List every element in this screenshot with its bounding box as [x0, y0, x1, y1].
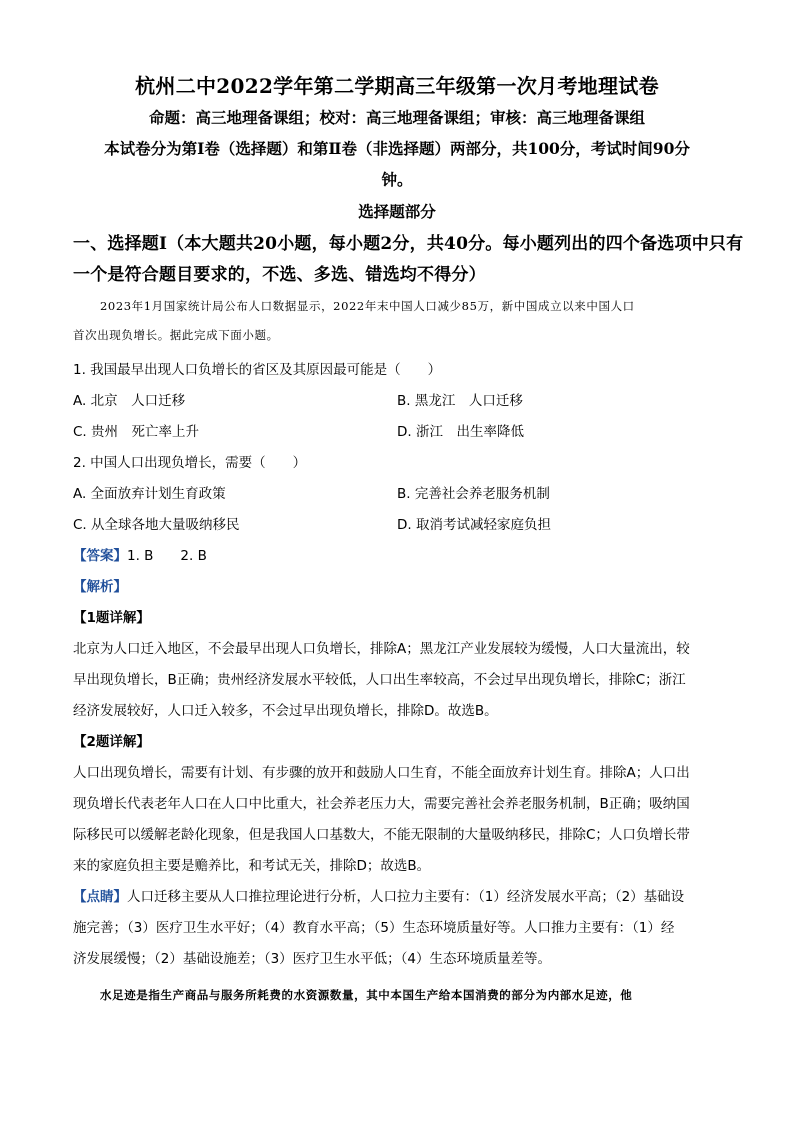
answer-line — [73, 547, 721, 565]
detail-2-line-4: 来的家庭负担主要是赡养比，和考试无关，排除D；故选B。 — [73, 858, 431, 874]
section-heading-line-1: 一、选择题Ⅰ（本大题共20小题，每小题2分，共40分。每小题列出的四个备选项中只有 — [73, 234, 744, 254]
question-2-option-d: D. 取消考试减轻家庭负担 — [397, 517, 551, 533]
question-1-stem: 1. 我国最早出现人口负增长的省区及其原因最可能是（ ） — [73, 362, 442, 378]
question-1-option-b: B. 黑龙江 人口迁移 — [397, 393, 523, 409]
section-heading-line-2: 一个是符合题目要求的，不选、多选、错选均不得分） — [73, 265, 486, 285]
answer-label: 【答案】 — [73, 548, 127, 564]
question-2-stem: 2. 中国人口出现负增长，需要（ ） — [73, 455, 307, 471]
note-line-3: 济发展缓慢；（2）基础设施差；（3）医疗卫生水平低；（4）生态环境质量差等。 — [73, 951, 552, 967]
detail-2-line-1: 人口出现负增长，需要有计划、有步骤的放开和鼓励人口生育，不能全面放弃计划生育。排除A；人口出 — [73, 765, 690, 781]
question-1-option-a: A. 北京 人口迁移 — [73, 393, 186, 409]
note-line-1 — [73, 888, 721, 906]
note-line-2: 施完善；（3）医疗卫生水平好；（4）教育水平高；（5）生态环境质量好等。人口推力主要有：（1）经 — [73, 920, 675, 936]
question-1-option-c: C. 贵州 死亡率上升 — [73, 424, 200, 440]
detail-2-label: 【2题详解】 — [73, 734, 150, 750]
note-label: 【点睛】 — [73, 889, 127, 905]
instructions-line-1: 本试卷分为第Ⅰ卷（选择题）和第Ⅱ卷（非选择题）两部分，共100分，考试时间90分 — [104, 139, 690, 158]
detail-1-line-2: 早出现负增长，B正确；贵州经济发展水平较低，人口出生率较高，不会过早出现负增长，排除C；浙江 — [73, 672, 686, 688]
question-2-option-a: A. 全面放弃计划生育政策 — [73, 486, 226, 502]
intro2-line-1: 水足迹是指生产商品与服务所耗费的水资源数量，其中本国生产给本国消费的部分为内部水足迹，他 — [100, 988, 633, 1002]
instructions-line-2: 钟。 — [381, 170, 413, 189]
question-2-option-c: C. 从全球各地大量吸纳移民 — [73, 517, 240, 533]
analysis-label: 【解析】 — [73, 579, 127, 595]
detail-1-line-3: 经济发展较好，人口迁入较多，不会过早出现负增长，排除D。故选B。 — [73, 703, 498, 719]
note-text-1: 人口迁移主要从人口推拉理论进行分析，人口拉力主要有：（1）经济发展水平高；（2）基础设 — [127, 889, 685, 905]
exam-title: 杭州二中2022学年第二学期高三年级第一次月考地理试卷 — [135, 74, 659, 98]
intro1-line-2: 首次出现负增长。据此完成下面小题。 — [73, 328, 279, 342]
detail-2-line-3: 际移民可以缓解老龄化现象，但是我国人口基数大，不能无限制的大量吸纳移民，排除C；人口负增长带 — [73, 827, 690, 843]
intro1-line-1: 2023年1月国家统计局公布人口数据显示，2022年末中国人口减少85万，新中国成立以来中国人口 — [100, 299, 635, 313]
detail-1-label: 【1题详解】 — [73, 610, 150, 626]
part-heading: 选择题部分 — [358, 202, 436, 221]
question-1-option-d: D. 浙江 出生率降低 — [397, 424, 524, 440]
question-2-option-b: B. 完善社会养老服务机制 — [397, 486, 550, 502]
detail-2-line-2: 现负增长代表老年人口在人口中比重大，社会养老压力大，需要完善社会养老服务机制，B正确；吸纳国 — [73, 796, 690, 812]
credits-line: 命题：高三地理备课组；校对：高三地理备课组；审核：高三地理备课组 — [148, 108, 645, 127]
detail-1-line-1: 北京为人口迁入地区，不会最早出现人口负增长，排除A；黑龙江产业发展较为缓慢，人口大量流出，较 — [73, 641, 690, 657]
answer-text: 1. B 2. B — [127, 548, 207, 564]
